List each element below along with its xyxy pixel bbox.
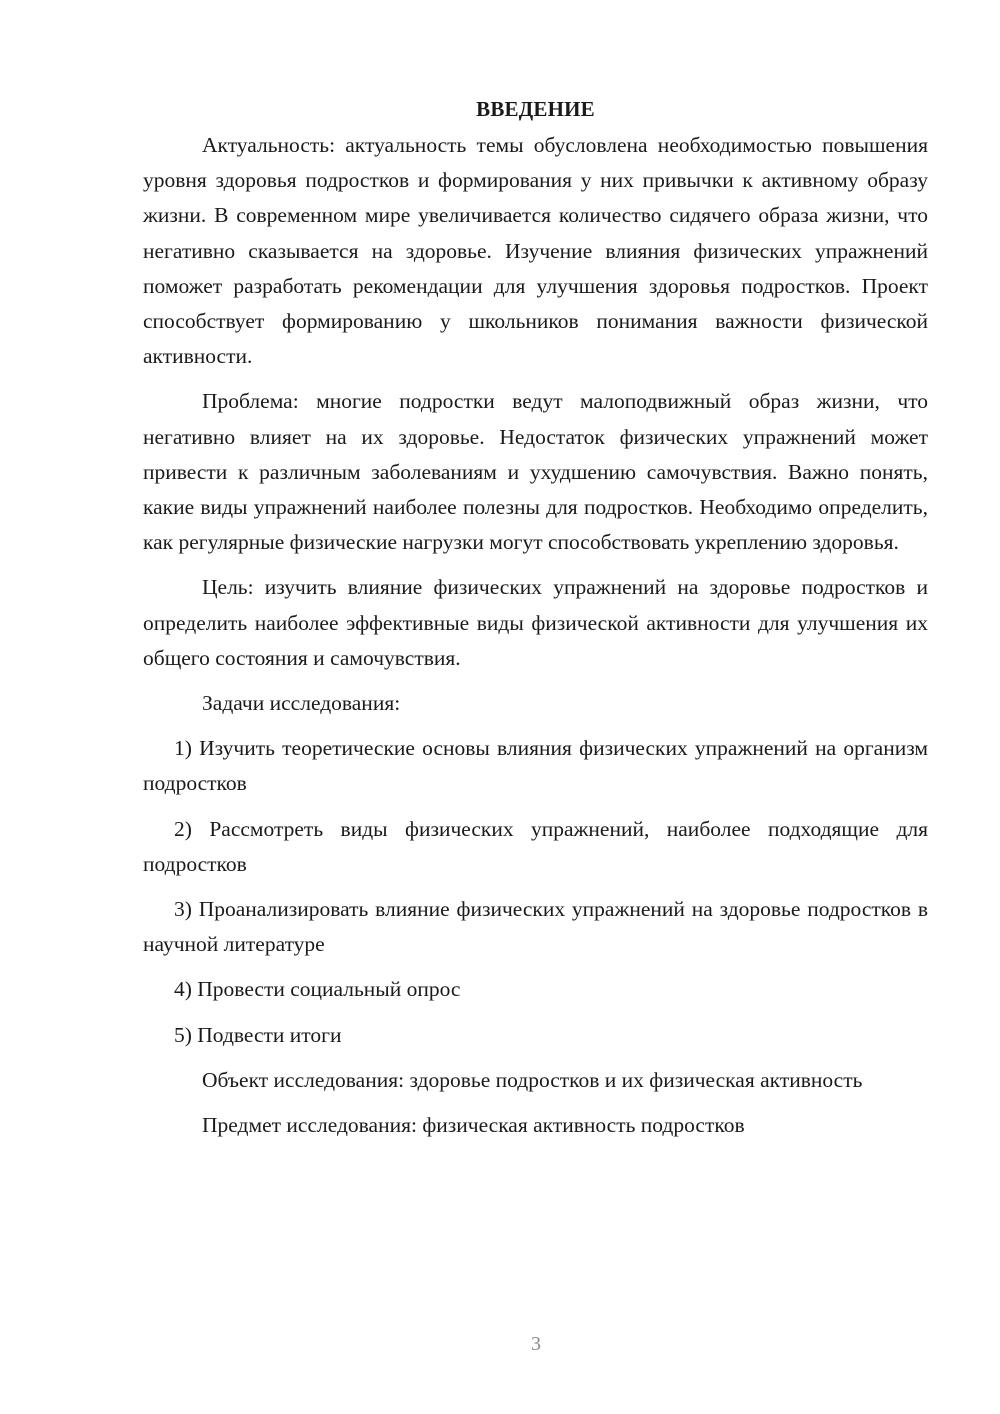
task-item: 4) Провести социальный опрос — [174, 977, 461, 1002]
task-item: 2) Рассмотреть виды физических упражнений, наиболее подходящие для подростков — [143, 816, 928, 876]
task-item: 5) Подвести итоги — [174, 1022, 342, 1047]
task-item: 1) Изучить теоретические основы влияния физических упражнений на организм подростков — [143, 736, 928, 796]
object-paragraph: Объект исследования: здоровье подростков и их физическая активность — [202, 1067, 863, 1092]
goal-paragraph: Цель: изучить влияние физических упражнений на здоровье подростков и определить наиболее эффективные виды физической активности для улучшения их общего состояния и самочувствия. — [143, 575, 928, 670]
page-number: 3 — [531, 1333, 541, 1355]
tasks-heading: Задачи исследования: — [202, 691, 401, 716]
subject-paragraph: Предмет исследования: физическая активность подростков — [202, 1113, 745, 1138]
problem-paragraph: Проблема: многие подростки ведут малоподвижный образ жизни, что негативно влияет на их здоровье. Недостаток физических упражнений может привести к различным заболеваниям и ухудшению самочувствия. Важно понять, какие виды упражнений наиболее полезны для подростков. Необходимо определить, как регулярные физические нагрузки могут способствовать укреплению здоровья. — [143, 389, 928, 555]
page-content — [143, 92, 928, 1153]
page-title: ВВЕДЕНИЕ — [476, 97, 595, 121]
relevance-paragraph: Актуальность: актуальность темы обусловлена необходимостью повышения уровня здоровья подростков и формирования у них привычки к активному образу жизни. В современном мире увеличивается количество сидячего образа жизни, что негативно сказывается на здоровье. Изучение влияния физических упражнений поможет разработать рекомендации для улучшения здоровья подростков. Проект способствует формированию у школьников понимания важности физической активности. — [143, 133, 928, 369]
task-item: 3) Проанализировать влияние физических упражнений на здоровье подростков в научной литературе — [143, 897, 928, 957]
